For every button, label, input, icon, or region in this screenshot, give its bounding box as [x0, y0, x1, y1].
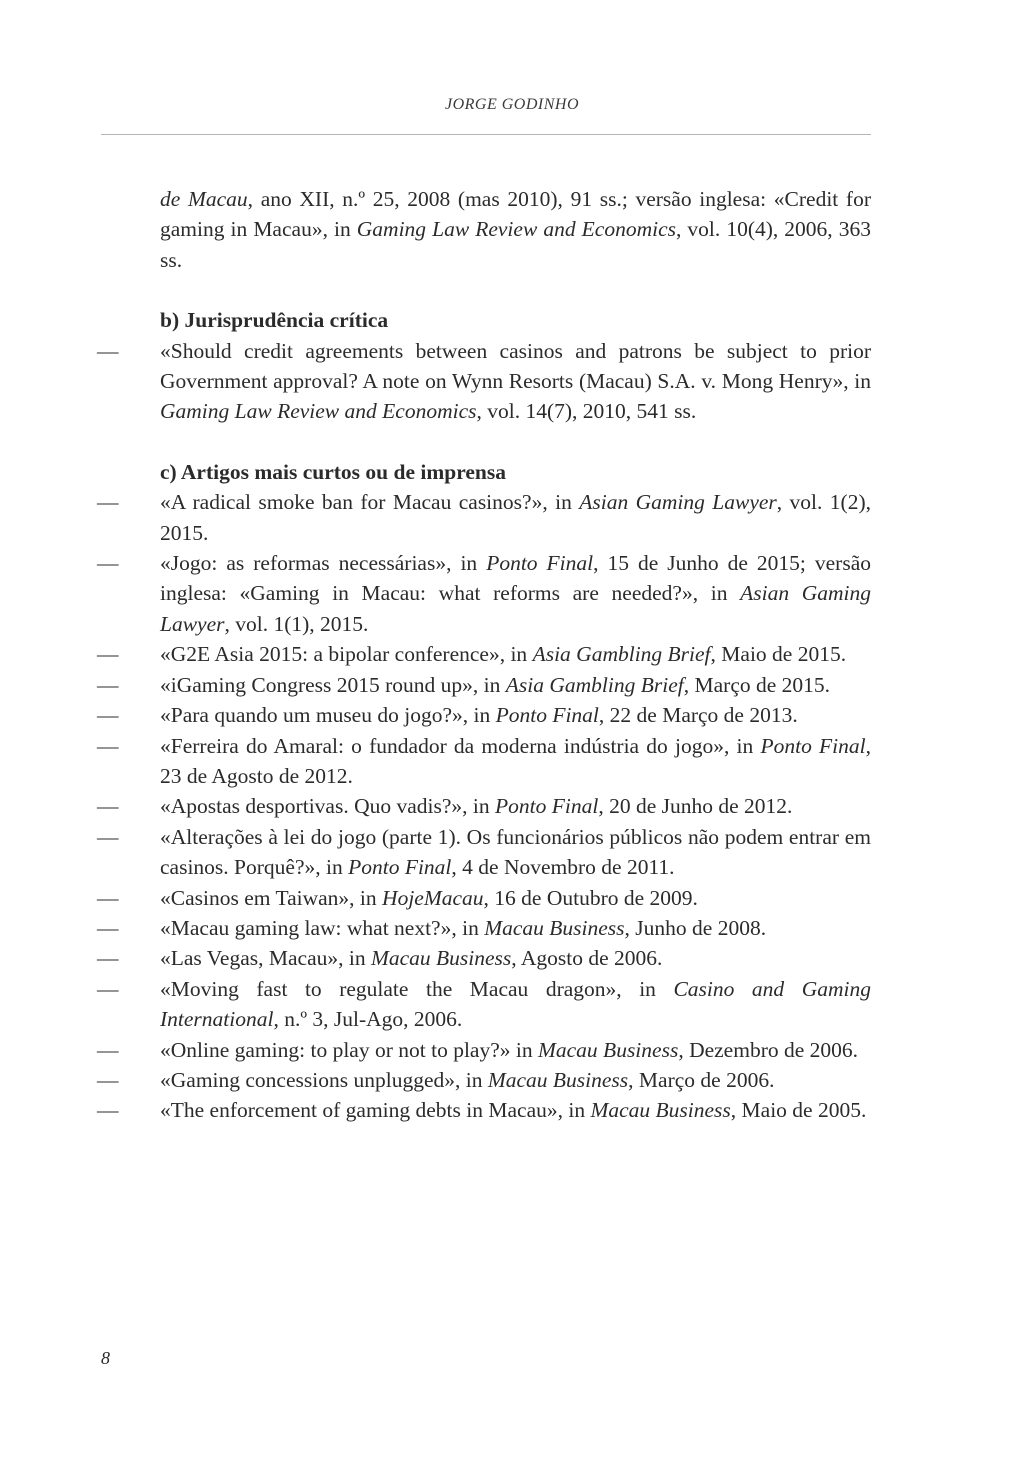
sections-container [97, 275, 872, 1126]
text-run: , Maio de 2015. [710, 642, 847, 667]
text-run: , vol. 1(2), 2015. [160, 490, 872, 545]
italic-text: de Macau [160, 187, 248, 211]
entry-dash: — [97, 703, 119, 728]
entry-dash: — [97, 915, 119, 940]
text-run: «Alterações à lei do jogo (parte 1). Os funcionários públicos não podem entrar em casinos. Porquê?», in [160, 824, 871, 880]
text-run: , Março de 2015. [683, 672, 831, 697]
italic-text: Asian Gaming Lawyer [160, 581, 872, 636]
body-text [97, 184, 872, 1126]
bibliography-entry [97, 487, 872, 548]
bibliography-entry [97, 1095, 871, 1125]
text-run: , n.º 3, Jul-Ago, 2006. [273, 1007, 463, 1032]
bibliography-entry [97, 1035, 871, 1065]
italic-text: Macau Business [484, 915, 625, 940]
text-run: «Ferreira do Amaral: o fundador da moderna indústria do jogo», in [160, 733, 761, 758]
bibliography-entry [97, 1065, 871, 1095]
italic-text: Ponto Final [760, 733, 866, 758]
italic-text: Ponto Final [495, 794, 599, 819]
bibliography-entry [97, 883, 871, 913]
header-rule [101, 134, 871, 135]
bibliography-entry [97, 822, 871, 883]
bibliography-entry [97, 700, 871, 730]
entry-dash: — [97, 642, 119, 667]
text-run: «Online gaming: to play or not to play?» in [160, 1037, 538, 1062]
text-run: , vol. 10(4), 2006, 363 ss. [160, 217, 871, 272]
italic-text: Gaming Law Review and Economics [356, 217, 676, 242]
text-run: «Macau gaming law: what next?», in [160, 915, 485, 940]
text-run: , 22 de Março de 2013. [598, 703, 798, 728]
entry-dash: — [97, 1098, 119, 1123]
text-run: , Maio de 2005. [730, 1098, 867, 1123]
entry-dash: — [97, 824, 119, 849]
text-run: , 16 de Outubro de 2009. [483, 885, 698, 910]
text-run: , 4 de Novembro de 2011. [451, 855, 675, 880]
text-run: «Casinos em Taiwan», in [160, 885, 383, 910]
text-run: , 15 de Junho de 2015; versão inglesa: «Gaming in Macau: what reforms are needed?», in [160, 551, 872, 606]
text-run: «A radical smoke ban for Macau casinos?», in [160, 490, 580, 515]
bibliography-entry [97, 670, 871, 700]
text-run: , Dezembro de 2006. [678, 1037, 859, 1062]
page-number: 8 [101, 1348, 110, 1368]
bibliography-entry [97, 731, 872, 792]
italic-text: Asia Gambling Brief [532, 642, 711, 667]
bibliography-entry [97, 974, 871, 1035]
text-run: , Março de 2006. [628, 1067, 775, 1092]
entry-dash: — [97, 885, 119, 910]
italic-text: Macau Business [590, 1098, 731, 1123]
italic-text: Macau Business [487, 1067, 629, 1092]
italic-text: Asia Gambling Brief [505, 672, 684, 697]
text-run: , vol. 14(7), 2010, 541 ss. [476, 399, 697, 424]
text-run: , Junho de 2008. [624, 915, 767, 940]
section-heading: c) Artigos mais curtos ou de imprensa [160, 459, 506, 484]
text-run: «Jogo: as reformas necessárias», in [160, 551, 487, 576]
italic-text: Gaming Law Review and Economics [160, 399, 477, 424]
italic-text: Ponto Final [486, 551, 594, 576]
bibliography-entry [97, 336, 871, 427]
text-run: «G2E Asia 2015: a bipolar conference», in [160, 642, 533, 667]
entry-dash: — [97, 1067, 119, 1092]
section-spacer [160, 427, 871, 457]
text-run: «Para quando um museu do jogo?», in [160, 703, 496, 728]
text-run: «Gaming concessions unplugged», in [160, 1067, 488, 1092]
italic-text: Macau Business [537, 1037, 679, 1062]
text-run: «The enforcement of gaming debts in Macau», in [160, 1098, 591, 1123]
italic-text: HojeMacau [382, 885, 484, 910]
entry-dash: — [97, 672, 119, 697]
text-run: , 23 de Agosto de 2012. [160, 733, 872, 788]
italic-text: Macau Business [370, 946, 512, 971]
text-run: , 20 de Junho de 2012. [598, 794, 793, 819]
italic-text: Asian Gaming Lawyer [579, 490, 777, 515]
text-run: , Agosto de 2006. [511, 946, 663, 971]
bibliography-entry [97, 943, 871, 973]
text-run: «Las Vegas, Macau», in [160, 946, 371, 971]
entry-dash: — [97, 490, 119, 515]
running-head: JORGE GODINHO [444, 96, 580, 113]
section-heading: b) Jurisprudência crítica [160, 308, 389, 333]
entry-dash: — [97, 733, 119, 758]
entry-dash: — [97, 338, 119, 363]
text-run: «Moving fast to regulate the Macau dragon», in [160, 976, 674, 1001]
entry-dash: — [97, 794, 119, 819]
italic-text: Casino and Gaming International [160, 976, 871, 1032]
italic-text: Ponto Final [348, 855, 452, 880]
entry-dash: — [97, 946, 119, 971]
bibliography-entry [97, 639, 871, 669]
entry-dash: — [97, 551, 119, 576]
entry-dash: — [97, 1037, 119, 1062]
text-run: , vol. 1(1), 2015. [224, 611, 369, 636]
text-run: , ano XII, n.º 25, 2008 (mas 2010), 91 ss.; versão inglesa: «Credit for gaming in Macau», in [160, 187, 871, 242]
entry-dash: — [97, 976, 119, 1001]
text-run: «Should credit agreements between casinos and patrons be subject to prior Government approval? A note on Wynn Resorts (Macau) S.A. v. Mong Henry», in [160, 338, 871, 394]
section-spacer [160, 275, 871, 305]
italic-text: Ponto Final [495, 703, 599, 728]
continuation-paragraph [160, 184, 871, 275]
text-run: «iGaming Congress 2015 round up», in [160, 672, 506, 697]
bibliography-entry [97, 913, 871, 943]
text-run: «Apostas desportivas. Quo vadis?», in [160, 794, 496, 819]
bibliography-entry [97, 548, 872, 639]
bibliography-entry [97, 791, 871, 821]
